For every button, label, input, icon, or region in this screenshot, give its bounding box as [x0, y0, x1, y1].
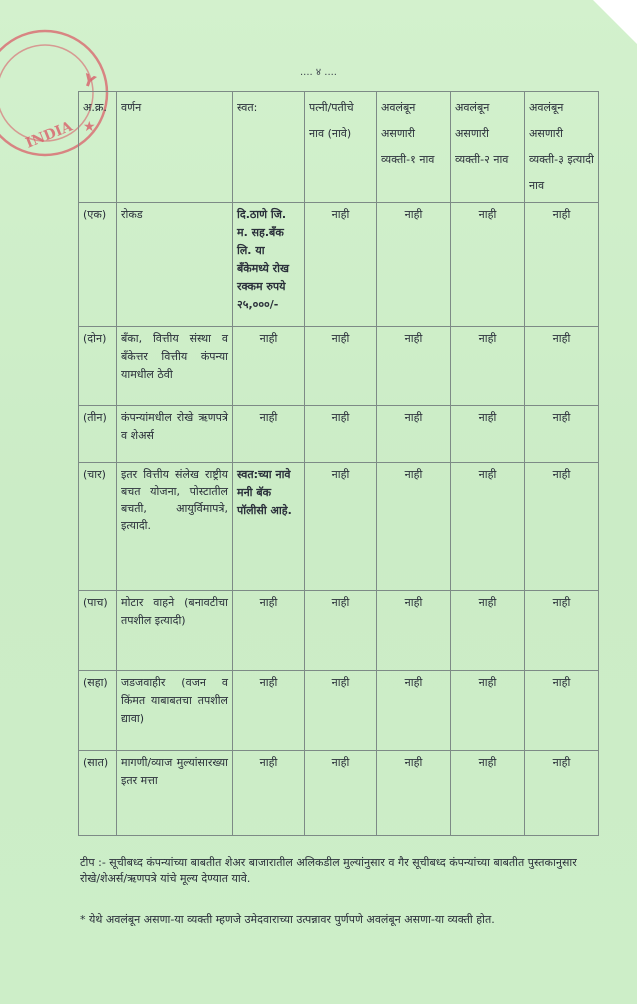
row-description: कंपन्यांमधील रोखे ऋणपत्रे व शेअर्स: [117, 406, 233, 463]
row-description: इतर वित्तीय संलेख राष्ट्रीय बचत योजना, पोस्टातील बचती, आयुर्विमापत्रे, इत्यादी.: [117, 463, 233, 591]
row-self-value: नाही: [233, 751, 305, 836]
row-dependent-3-value: नाही: [525, 327, 599, 406]
assets-table: [78, 91, 599, 836]
table-header-row: [79, 92, 599, 203]
table-row: [79, 751, 599, 836]
row-spouse-value: नाही: [305, 591, 377, 671]
row-dependent-3-value: नाही: [525, 463, 599, 591]
row-dependent-1-value: नाही: [377, 591, 451, 671]
row-dependent-1-value: नाही: [377, 203, 451, 327]
svg-text:Y: Y: [80, 69, 99, 92]
row-dependent-2-value: नाही: [451, 671, 525, 751]
row-self-value: नाही: [233, 327, 305, 406]
row-description: रोकड: [117, 203, 233, 327]
row-serial: (सहा): [79, 671, 117, 751]
row-serial: (दोन): [79, 327, 117, 406]
footnote-valuation: टीप :- सूचीबध्द कंपन्यांच्या बाबतीत शेअर बाजारातील अलिकडील मुल्यांनुसार व गैर सूचीबध्द कंपन्यांच्या बाबतीत पुस्तकानुसार रोखे/शेअर्स/ऋणपत्रे यांचे मूल्य देण्यात यावे.: [80, 856, 577, 885]
row-dependent-2-value: नाही: [451, 751, 525, 836]
table-row: [79, 203, 599, 327]
row-dependent-3-value: नाही: [525, 751, 599, 836]
row-spouse-value: नाही: [305, 671, 377, 751]
svg-text:INDIA: INDIA: [23, 118, 75, 152]
row-self-value: दि.ठाणे जि. म. सह.बँक लि. या बँकेमध्ये रोख रक्कम रुपये २५,०००/-: [233, 203, 305, 327]
table-row: [79, 591, 599, 671]
header-dependent-3: अवलंबून असणारी व्यक्ती-३ इत्यादी नाव: [525, 92, 599, 203]
row-spouse-value: नाही: [305, 406, 377, 463]
row-dependent-2-value: नाही: [451, 406, 525, 463]
row-spouse-value: नाही: [305, 751, 377, 836]
row-dependent-2-value: नाही: [451, 327, 525, 406]
row-self-value: नाही: [233, 591, 305, 671]
row-spouse-value: नाही: [305, 203, 377, 327]
row-dependent-1-value: नाही: [377, 406, 451, 463]
table-row: [79, 406, 599, 463]
row-dependent-1-value: नाही: [377, 751, 451, 836]
header-serial: अ.क्र.: [79, 92, 117, 203]
row-dependent-1-value: नाही: [377, 463, 451, 591]
page-number: .... ४ ....: [300, 67, 337, 78]
row-dependent-3-value: नाही: [525, 203, 599, 327]
header-dependent-2: अवलंबून असणारी व्यक्ती-२ नाव: [451, 92, 525, 203]
row-dependent-2-value: नाही: [451, 203, 525, 327]
row-spouse-value: नाही: [305, 463, 377, 591]
table-row: [79, 327, 599, 406]
row-dependent-3-value: नाही: [525, 591, 599, 671]
row-description: बँका, वित्तीय संस्था व बँकेत्तर वित्तीय कंपन्या यामधील ठेवी: [117, 327, 233, 406]
row-dependent-2-value: नाही: [451, 463, 525, 591]
footnote-dependents: * येथे अवलंबून असणा-या व्यक्ती म्हणजे उमेदवाराच्या उत्पन्नावर पुर्णपणे अवलंबून असणा-या व्यक्ती होत.: [80, 913, 495, 926]
table-row: [79, 671, 599, 751]
row-description: मोटार वाहने (बनावटीचा तपशील इत्यादी): [117, 591, 233, 671]
header-spouse: पत्नी/पतीचे नाव (नावे): [305, 92, 377, 203]
row-serial: (चार): [79, 463, 117, 591]
row-self-value: नाही: [233, 671, 305, 751]
row-dependent-1-value: नाही: [377, 327, 451, 406]
row-serial: (तीन): [79, 406, 117, 463]
row-spouse-value: नाही: [305, 327, 377, 406]
row-dependent-1-value: नाही: [377, 671, 451, 751]
folded-page-corner: [593, 0, 637, 44]
row-serial: (सात): [79, 751, 117, 836]
table-row: [79, 463, 599, 591]
header-description: वर्णन: [117, 92, 233, 203]
row-dependent-3-value: नाही: [525, 406, 599, 463]
row-dependent-3-value: नाही: [525, 671, 599, 751]
row-description: जडजवाहीर (वजन व किंमत याबाबतचा तपशील द्यावा): [117, 671, 233, 751]
header-dependent-1: अवलंबून असणारी व्यक्ती-१ नाव: [377, 92, 451, 203]
row-dependent-2-value: नाही: [451, 591, 525, 671]
header-self: स्वत:: [233, 92, 305, 203]
row-self-value: स्वत:च्या नावे मनी बॅक पॉलीसी आहे.: [233, 463, 305, 591]
row-serial: (पाच): [79, 591, 117, 671]
row-serial: (एक): [79, 203, 117, 327]
row-self-value: नाही: [233, 406, 305, 463]
svg-text:★: ★: [83, 119, 96, 135]
row-description: मागणी/व्याज मुल्यांसारख्या इतर मत्ता: [117, 751, 233, 836]
